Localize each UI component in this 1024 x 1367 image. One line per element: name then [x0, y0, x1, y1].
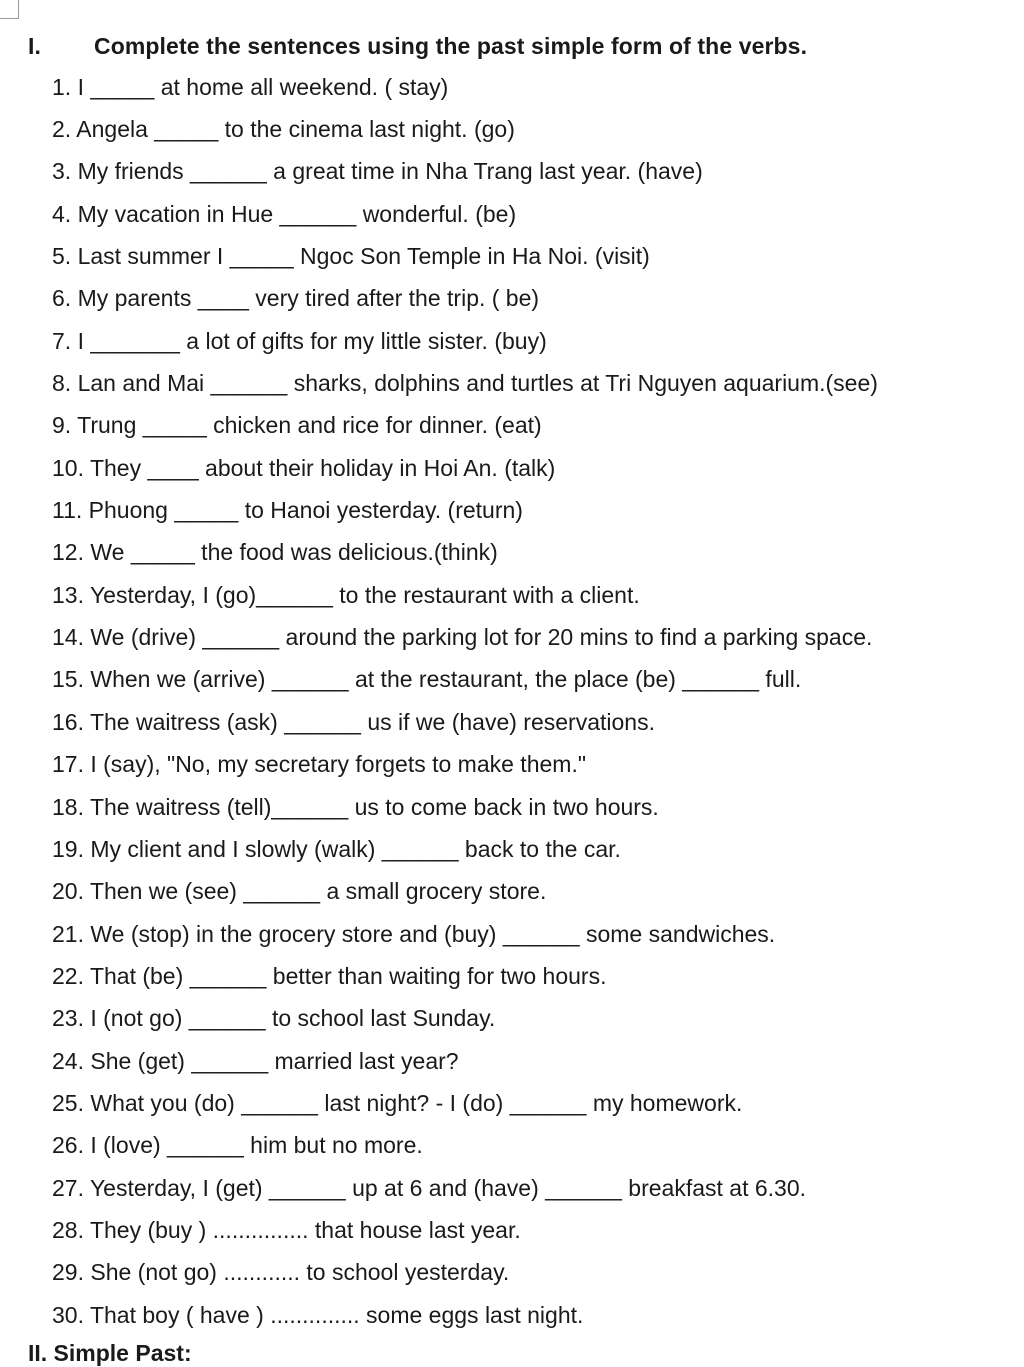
exercise-item: 4. My vacation in Hue ______ wonderful. (be): [52, 200, 517, 227]
exercise-item: 23. I (not go) ______ to school last Sunday.: [52, 1005, 496, 1032]
exercise-item: 15. When we (arrive) ______ at the restaurant, the place (be) ______ full.: [52, 666, 802, 693]
exercise-item: 25. What you (do) ______ last night? - I (do) ______ my homework.: [52, 1089, 743, 1116]
page-corner-mark: [0, 0, 19, 19]
exercise-item: 28. They (buy ) ............... that house last year.: [52, 1216, 521, 1243]
next-section-heading: II. Simple Past:: [28, 1340, 192, 1366]
exercise-item: 2. Angela _____ to the cinema last night. (go): [52, 116, 515, 143]
exercise-item: 11. Phuong _____ to Hanoi yesterday. (return): [52, 497, 523, 524]
exercise-item: 13. Yesterday, I (go)______ to the restaurant with a client.: [52, 581, 640, 608]
exercise-item: 1. I _____ at home all weekend. ( stay): [52, 73, 449, 100]
exercise-item: 16. The waitress (ask) ______ us if we (have) reservations.: [52, 708, 655, 735]
exercise-item: 8. Lan and Mai ______ sharks, dolphins and turtles at Tri Nguyen aquarium.(see): [52, 370, 878, 397]
section-number: I.: [28, 32, 41, 59]
exercise-item: 6. My parents ____ very tired after the trip. ( be): [52, 285, 540, 312]
exercise-item: 21. We (stop) in the grocery store and (buy) ______ some sandwiches.: [52, 920, 776, 947]
exercise-item: 20. Then we (see) ______ a small grocery store.: [52, 878, 547, 905]
exercise-item: 29. She (not go) ............ to school yesterday.: [52, 1259, 510, 1286]
exercise-item: 24. She (get) ______ married last year?: [52, 1047, 459, 1074]
section-heading: [28, 26, 807, 66]
exercise-item: 7. I _______ a lot of gifts for my little sister. (buy): [52, 327, 547, 354]
exercise-item: 17. I (say), "No, my secretary forgets to make them.": [52, 751, 586, 778]
exercise-item: 19. My client and I slowly (walk) ______ back to the car.: [52, 835, 621, 862]
exercise-item: 27. Yesterday, I (get) ______ up at 6 and (have) ______ breakfast at 6.30.: [52, 1174, 807, 1201]
exercise-item: 14. We (drive) ______ around the parking lot for 20 mins to find a parking space.: [52, 624, 873, 651]
exercise-item: 26. I (love) ______ him but no more.: [52, 1132, 423, 1159]
exercise-item: 12. We _____ the food was delicious.(think): [52, 539, 498, 566]
exercise-item: 9. Trung _____ chicken and rice for dinner. (eat): [52, 412, 542, 439]
exercise-item: 22. That (be) ______ better than waiting for two hours.: [52, 962, 607, 989]
exercise-item: 3. My friends ______ a great time in Nha Trang last year. (have): [52, 158, 703, 185]
exercise-item: 5. Last summer I _____ Ngoc Son Temple in Ha Noi. (visit): [52, 243, 650, 270]
exercise-item: 18. The waitress (tell)______ us to come back in two hours.: [52, 793, 659, 820]
exercise-item: 30. That boy ( have ) .............. some eggs last night.: [52, 1301, 584, 1328]
exercise-item: 10. They ____ about their holiday in Hoi An. (talk): [52, 454, 556, 481]
section-instruction: Complete the sentences using the past simple form of the verbs.: [94, 32, 808, 59]
exercise-list: [52, 66, 878, 1336]
